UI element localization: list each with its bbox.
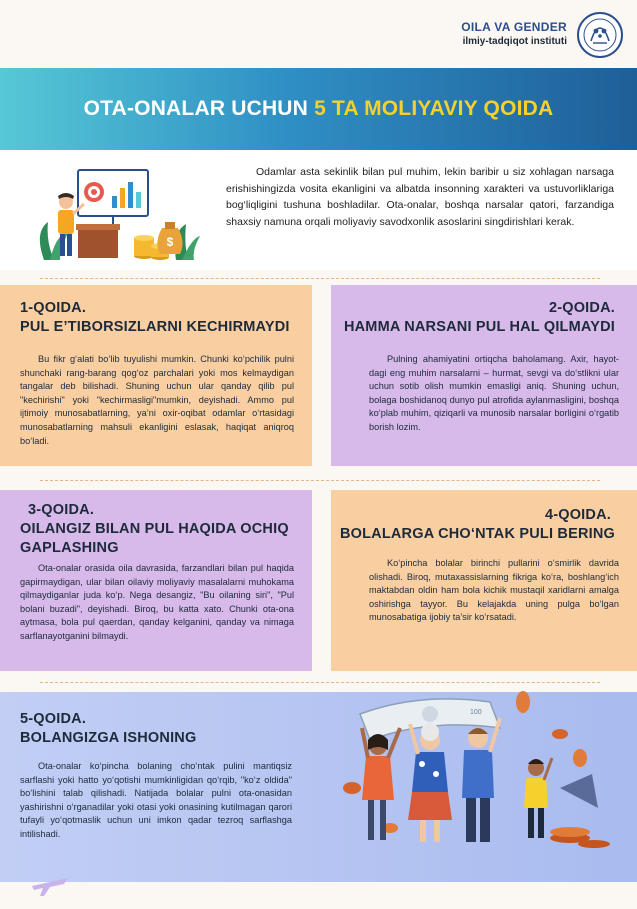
rule-body: Ota-onalar orasida oila davrasida, farzandlari bilan pul haqida gapirmaydigan, ular bilan oilaviy moliyaviy masalalarni muhokama qilmaydiganlar juda ko‘p. Nega desangiz, "Bu oilaning siri", "Pul bolani buzadi", deyishadi. Biroq, bu katta xato. Chunki ota-ona aytmasa, bola pul qaerdan, qanday kelganini, qanday va nimaga sarflanayotganini bilmaydi. bbox=[20, 563, 294, 641]
intro-section bbox=[0, 150, 637, 270]
rule-number: 1-QOIDA. bbox=[20, 300, 87, 316]
rule-card-1 bbox=[0, 285, 312, 466]
rule-number: 4-QOIDA. bbox=[544, 507, 611, 523]
divider bbox=[40, 480, 600, 481]
rule-body: Pulning ahamiyatini ortiqcha baholamang. Axir, hayot-dagi eng muhim narsalarni – hurmat, sevgi va do‘stlikni ular uchun sotib olish mumkin emasligi aniq. Shuning uchun, bolaga boshidanoq dunyo pul atrofida aylanmasligini, boshqa ko‘plab muhim, qiziqarli va munosib narsalar borligini o‘rgatib borish lozim. bbox=[369, 354, 619, 432]
org-subtitle: ilmiy-tadqiqot instituti bbox=[462, 36, 567, 47]
rule-card-5 bbox=[0, 692, 637, 882]
divider bbox=[40, 682, 600, 683]
rule-heading: HAMMA NARSANI PUL HAL QILMAYDI bbox=[343, 319, 615, 335]
institute-logo-icon bbox=[577, 12, 623, 58]
rule-body: Ko‘pincha bolalar birinchi pullarini o‘smirlik davrida olishadi. Biroq, mutaxassislarning fikriga ko‘ra, boshlang‘ich maktabdan oldin ham bola kichik mustaqil xaridlarni amalga oshirishga tayyor. Bu kelajakda uning pulga bo‘lgan munosabatiga ijobiy ta’sir ko‘rsatadi. bbox=[369, 558, 619, 623]
presentation-money-illustration bbox=[26, 162, 202, 266]
rule-heading: OILANGIZ BILAN PUL HAQIDA OCHIQ GAPLASHING bbox=[20, 521, 289, 556]
airplane-icon bbox=[30, 868, 70, 898]
rule-card-2 bbox=[331, 285, 637, 466]
svg-text:$: $ bbox=[166, 235, 174, 249]
title-banner bbox=[0, 68, 637, 150]
rule-number: 5-QOIDA. bbox=[20, 711, 87, 727]
svg-text:100: 100 bbox=[470, 709, 482, 716]
rule-heading: PUL E’TIBORSIZLARNI KECHIRMAYDI bbox=[20, 319, 290, 335]
rule-body: Bu fikr g‘alati bo‘lib tuyulishi mumkin. Chunki ko‘pchilik pulni shunchaki rang-barang qog‘oz parchalari yoki mos kelmaydigan tangalar deb bilishadi. Shuning uchun ular qanday qilib pul "kechirishi" yoki "kechirmasligi"mumkin, deyishadi. Ammo pul ijtimoiy munosabatlarning, ya’ni oxir-oqibat odamlar o‘rtasidagi munosabatlarning mahsuli ekanligini eslasak, haqiqat aniqroq bo‘ladi. bbox=[20, 354, 294, 446]
rule-heading: BOLALARGA CHO‘NTAK PULI BERING bbox=[339, 526, 615, 542]
intro-text: Odamlar asta sekinlik bilan pul muhim, lekin baribir u siz xohlagan narsaga erishishingizda vosita ekanligini va albatda insonning xarakteri va ustuvorliklariga bog‘liqligini tushuna boshladilar. Ota-onalar, boshqa narsalar qatori, farzandiga shaxsiy namuna orqali moliyaviy savodxonlik asoslarini singdirishlari kerak. bbox=[226, 166, 614, 228]
rule-card-4 bbox=[331, 490, 637, 671]
rule-number: 3-QOIDA. bbox=[28, 502, 95, 518]
rule-heading: BOLANGIZGA ISHONING bbox=[20, 730, 197, 746]
rule-card-3 bbox=[0, 490, 312, 671]
title-highlight: 5 TA MOLIYAVIY QOIDA bbox=[314, 97, 554, 120]
rule-body: Ota-onalar ko‘pincha bolaning cho‘ntak pulini mantiqsiz sarflashi yoki hatto yo‘qotishi mumkinligidan qo‘rqib, "ko‘z oldida" bo‘lishini talab qilishadi. Natijada bolalar pulni ota-onasidan yashirishni o‘rganadilar yoki otasi yoki onasining kutilmagan qarori tufayli yo‘qotmaslik uchun uni imkon qadar tezroq sarflashga intilishadi. bbox=[20, 761, 292, 839]
title-part: OTA-ONALAR UCHUN bbox=[83, 97, 315, 120]
org-header bbox=[461, 20, 567, 47]
org-name: OILA VA GENDER bbox=[461, 20, 567, 34]
rule-number: 2-QOIDA. bbox=[548, 300, 615, 316]
divider bbox=[40, 278, 600, 279]
family-holding-banknote-illustration bbox=[330, 688, 630, 868]
page-title bbox=[84, 97, 554, 121]
